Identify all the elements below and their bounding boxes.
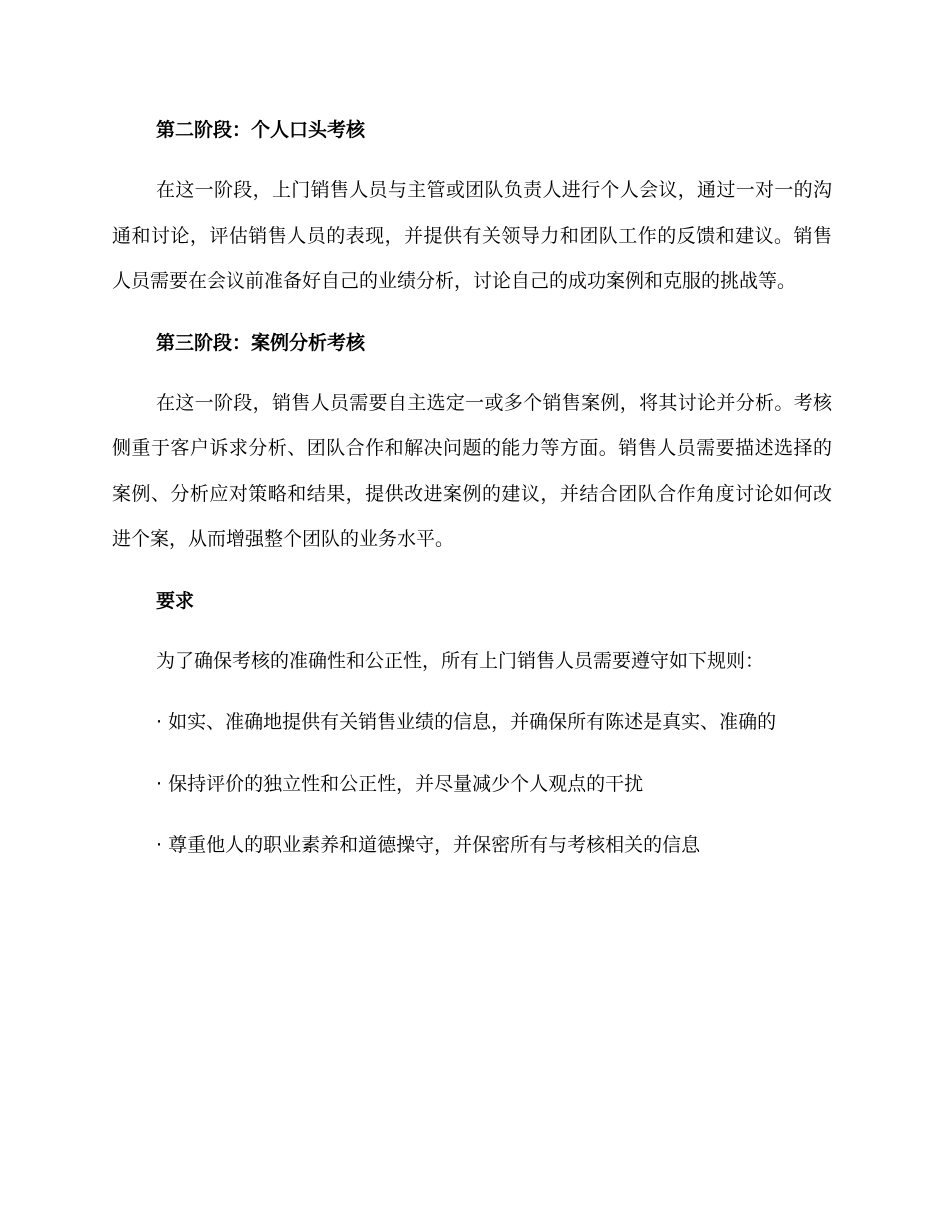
stage3-heading: 第三阶段：案例分析考核 xyxy=(156,331,366,354)
document-content xyxy=(112,108,832,885)
requirement-item-3: · 尊重他人的职业素养和道德操守，并保密所有与考核相关的信息 xyxy=(156,834,701,856)
requirement-item-2: · 保持评价的独立性和公正性，并尽量减少个人观点的干扰 xyxy=(156,772,644,795)
stage3-paragraph: 在这一阶段，销售人员需要自主选定一或多个销售案例，将其讨论并分析。考核侧重于客户诉求分析、团队合作和解决问题的能力等方面。销售人员需要描述选择的案例、分析应对策略和结果，提供改进案例的建议，并结合团队合作角度讨论如何改进个案，从而增强整个团队的业务水平。 xyxy=(112,391,832,550)
requirements-heading: 要求 xyxy=(156,589,195,612)
stage2-heading: 第二阶段：个人口头考核 xyxy=(156,119,366,141)
requirement-item-1: · 如实、准确地提供有关销售业绩的信息，并确保所有陈述是真实、准确的 xyxy=(156,711,777,733)
stage2-paragraph: 在这一阶段，上门销售人员与主管或团队负责人进行个人会议，通过一对一的沟通和讨论，评估销售人员的表现，并提供有关领导力和团队工作的反馈和建议。销售人员需要在会议前准备好自己的业绩分析，讨论自己的成功案例和克服的挑战等。 xyxy=(112,179,832,292)
requirements-intro: 为了确保考核的准确性和公正性，所有上门销售人员需要遵守如下规则： xyxy=(156,649,765,672)
